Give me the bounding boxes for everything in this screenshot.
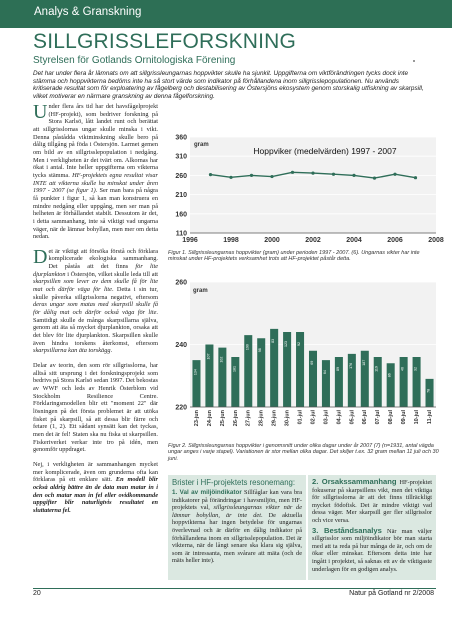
- x-tick-label: 02-jul: [310, 410, 317, 425]
- x-tick-label: 2002: [305, 237, 321, 244]
- bar: [192, 360, 200, 407]
- article-subtitle: Styrelsen för Gotlands Ornitologiska Förening: [33, 55, 236, 66]
- drop-cap: U: [33, 101, 48, 123]
- box-point-text: . De aktuella hoppvikterna har ingen betydelse för ungarnas överlevnad och är därför en dålig indikator på förhållandena inom en sillgrisslepopulation. Det är vikterna, när de långt senare ska klara sig själva, som är intressanta, men svårare att mäta (och de mäts heller inte).: [172, 511, 303, 565]
- body-text: Nej, i verkligheten är sammanhangen mycket mer komplicerade, även om grunderna ofta kan förklaras på ett enklare sätt.: [33, 460, 158, 484]
- data-point: [291, 171, 294, 174]
- box-point-italic: sillgrissleungarnas vikter när de lämnar bohyllan, är inte det: [172, 504, 302, 519]
- y-tick-label: 240: [175, 342, 187, 349]
- data-point: [332, 173, 335, 176]
- bar-count-label: 98: [258, 348, 263, 353]
- figure-2-chart: [168, 280, 440, 438]
- bar-count-label: 123: [284, 341, 289, 347]
- box-point-text: När man väljer sillgrisslor som miljöindikator bör man starta med att ta reda på hur många de är, och om de ökar eller minskar. Eftersom detta inte har ingått i projektet, så saknas ett av de viktigaste underlagen för en godigen analys.: [312, 527, 432, 573]
- y-tick-label: 160: [175, 211, 187, 219]
- figure-1-chart: [168, 134, 444, 245]
- data-point: [250, 174, 253, 177]
- body-text: . Detta i sin tur, skulle påverka sillgrisslorna negativt, eftersom: [33, 286, 158, 301]
- chart-title: Hoppviker (medelvärden) 1997 - 2007: [253, 146, 397, 156]
- x-tick-label: 28-jun: [258, 410, 265, 427]
- data-point: [373, 176, 376, 179]
- body-text-italic: deras ungar som matas med skarpsill skulle få för dålig mat och därför också väga för lite: [33, 301, 158, 317]
- page-number: 20: [33, 590, 41, 597]
- decor-dot: [413, 60, 415, 62]
- x-tick-label: 27-jun: [245, 410, 252, 427]
- bar-count-label: 181: [232, 366, 237, 372]
- article-title: SILLGRISSLEFORSKNING: [33, 30, 297, 53]
- x-tick-label: 01-jul: [297, 410, 304, 425]
- data-point: [270, 175, 273, 178]
- y-tick-label: 220: [175, 404, 187, 412]
- bar-count-label: 86: [387, 373, 392, 378]
- footer-rule: [33, 588, 436, 589]
- box-text: [172, 489, 302, 565]
- x-tick-label: 25-jun: [219, 410, 226, 427]
- section-band: [0, 0, 452, 28]
- figure-1-caption: Figur 1. Sillgrissleungarnas hoppvikter (gram) under perioden 1997 - 2007. (6). Ungarnas vikter har inte minskat under HF-projektets verksamhet trots att HF-projektet påstår detta.: [168, 250, 420, 263]
- bar-count-label: 32: [413, 367, 418, 371]
- bar-count-label: 64: [322, 370, 327, 375]
- bar: [374, 357, 382, 407]
- intro-paragraph: Det har under flera år lämnats om att sillgrissleungarnas hoppvikter skulle ha sjunkit. Uppgifterna om viktförändringen tycks dock inte stämma och hoppvikterna bedöms inte ha så stort värde som indikator på förhållandena inom sillgrisslepopulationen. Nu används kritiserade resultat som för exploatering av fågelberg och destabilisering av Östersjöns ekosystem genom storskalig utfiskning av skarpsill, vilket motiverar en närmare granskning av denna fågelforskning.: [33, 70, 424, 100]
- body-text: et är viktigt att försöka förstå och förklara komplicerade ekologiska sammanhang. Det påstås att det finns: [48, 247, 158, 271]
- data-point: [352, 174, 355, 177]
- data-point: [414, 176, 417, 179]
- bar: [335, 357, 343, 407]
- y-axis-label: gram: [193, 288, 208, 294]
- bar-count-label: 134: [193, 369, 198, 376]
- bar-count-label: 69: [310, 360, 314, 365]
- bar: [361, 351, 369, 407]
- x-tick-label: 2006: [387, 237, 403, 244]
- data-point: [209, 173, 212, 176]
- x-tick-label: 06-jul: [362, 410, 369, 425]
- bar-count-label: 187: [361, 359, 366, 366]
- bar-count-label: 190: [245, 344, 250, 351]
- y-tick-label: 110: [175, 230, 187, 238]
- body-text: nder flera års tid har det havsfågelprojekt (HF-projekt), som bedriver forskning på Stora Karlsö, lått landet runt och berättat att sillgrisslornas ungar skulle minska i vikt. Denna påstådda viktminskning skulle bero på dålig tillgång på föda i Östersjön. Larmet gemen om bild av en sillgrisslepopulation i nedgång. Men i verkligheten är det tvärt om. Alkornas har ökat i antal. Inte heller uppgifterna om vikterna tycks stämma.: [33, 103, 158, 179]
- bar: [218, 348, 226, 407]
- box-title: Brister i HF-projektets resonemang:: [172, 478, 296, 487]
- box-point-heading: 1. Val av miljöindikator: [172, 489, 242, 496]
- bar: [231, 357, 239, 407]
- data-point: [393, 173, 396, 176]
- y-axis-label: gram: [194, 142, 209, 148]
- x-tick-label: 1996: [182, 237, 198, 244]
- box-point-text: Sillfåglar kan vara bra indikatorer på förändringar i havsmiljön, men HF-projektets val,: [172, 489, 302, 512]
- bar-count-label: 107: [206, 353, 211, 360]
- box-point-heading: 2. Orsakssammanhang: [312, 477, 397, 486]
- body-text-italic: skarpsillarna kan äta torskägg: [33, 347, 111, 355]
- bar-count-label: 119: [374, 366, 379, 372]
- body-text-italic: för lite djurplankton: [33, 263, 158, 278]
- box-point-heading: 3. Beståndsanalys: [312, 525, 382, 535]
- bar-count-label: 83: [271, 338, 276, 343]
- figure-2-caption: Figur 2. Sillgrissleungarnas hoppvikter i genomsnitt under olika dagar under år 2007 (7) (n=1931, antal vägda ungar anges i varje stapel). Variationen är stor mellan olika dagar. Det skiljer t.ex. 32 gram mellan 11 juli och 30 juni.: [168, 443, 439, 462]
- bar-count-label: 102: [219, 356, 224, 363]
- bar-count-label: 176: [348, 362, 353, 369]
- bar-count-label: 92: [297, 342, 302, 346]
- x-tick-label: 08-jul: [388, 410, 395, 425]
- x-tick-label: 2000: [264, 237, 280, 244]
- body-paragraph: Delar av teorin, den som rör sillgrisslorna, har alltså sitt ursprung i det forskningsprojekt som bedrivs på Stora Karlsö sedan 1997. Det bekostas av WWF och leds av Henrik Österblom vid Stockholm Resilience Centre. Förklaringsmodellen blir ett "moment 22" där lösningen på det första problemet är att utöka fisket på skarpsill, så att dessa blir färre och fetare (1, 2). Ett sådant synsätt kan det tyckas, men det är fel! Staten ska nu fiska ut skarpsillen. Fiskeriverket verkar inte tro på idén, men genomför uppdraget.: [33, 362, 158, 454]
- bar: [309, 351, 317, 407]
- bar-count-label: 46: [400, 367, 405, 371]
- body-paragraph: [33, 461, 158, 515]
- info-box-right: [308, 475, 436, 580]
- y-tick-label: 260: [175, 279, 187, 287]
- body-text: . Ser man bara på några få punkter i figur 1, så kan man konstruera en mindre nedgång eller uppgång, men ser man på helheten är förhållandet stabilt. Dessutom är det, i detta sammanhang, inte så viktigt vad ungarna väger, när de lämnar bohyllan, men mer om detta nedan.: [33, 187, 158, 241]
- x-tick-label: 05-jul: [349, 410, 356, 425]
- body-paragraph: [33, 245, 158, 355]
- x-tick-label: 09-jul: [401, 410, 408, 425]
- bar-count-label: 78: [426, 388, 431, 393]
- x-tick-label: 23-jun: [193, 410, 200, 427]
- body-text-italic: En modell blir också aldrig bättre än de data man matar in i den och matar man in fel eller ovidkommande uppgifter blir naturligtvis resultatet en sluttaterna fel.: [33, 476, 158, 514]
- bar: [322, 360, 330, 407]
- data-point: [229, 176, 232, 179]
- x-tick-label: 03-jul: [323, 410, 330, 425]
- bar: [413, 357, 421, 407]
- drop-cap: D: [33, 245, 48, 268]
- box-text: [312, 478, 432, 573]
- x-tick-label: 10-jul: [414, 410, 421, 425]
- body-paragraph: [33, 103, 158, 241]
- x-tick-label: 04-jul: [336, 410, 343, 425]
- bar-count-label: 89: [335, 367, 340, 371]
- body-text: . Samtidigt skulle de många skarpsillarna själva, genom att äta så mycket djurplankton, orsaka att det blev för lite djurplankton. Skarpsillen skulle även hindra torskens återkomst, eftersom: [33, 309, 158, 347]
- x-tick-label: 29-jun: [271, 410, 278, 427]
- body-text: i Östersjön, vilket skulle leda till att: [65, 270, 158, 278]
- bar: [387, 363, 395, 407]
- section-label: Analys & Granskning: [34, 6, 142, 18]
- box-point-text: HF-projektet fokuserar på skarpsillens vikt, men det viktiga för sillgrisslorna är att det finns tillräckligt mycket födofisk. Det är mindre viktigt vad dessa väger. Mer skarpsill ger fler sillgrisslor och vice versa.: [312, 479, 432, 524]
- bar: [348, 354, 356, 407]
- y-tick-label: 310: [175, 153, 187, 161]
- body-column-left: [33, 103, 158, 514]
- y-tick-label: 210: [175, 192, 187, 200]
- x-tick-label: 24-jun: [206, 410, 213, 427]
- x-tick-label: 30-jun: [284, 410, 291, 427]
- body-text-italic: skarpsillen som lever av dem skulle få för lite mat och därför väga för lite: [33, 278, 158, 294]
- data-point: [311, 171, 314, 174]
- x-tick-label: 26-jun: [232, 410, 239, 427]
- x-tick-label: 2004: [346, 237, 362, 244]
- body-text-italic: HF-projektets egna resultat visar INTE att vikterna skulle ha minskat under åren 1997 - 2007 (se figur 1): [33, 171, 158, 195]
- x-tick-label: 1998: [223, 237, 239, 244]
- y-tick-label: 360: [175, 134, 187, 142]
- y-tick-label: 260: [175, 172, 187, 180]
- x-tick-label: 2008: [428, 237, 444, 244]
- info-box-left: [168, 475, 306, 580]
- bar: [400, 357, 408, 407]
- journal-name: Natur på Gotland nr 2/2008: [349, 590, 434, 597]
- body-text: .: [110, 347, 113, 355]
- x-tick-label: 11-jul: [426, 410, 433, 425]
- x-tick-label: 07-jul: [375, 410, 382, 425]
